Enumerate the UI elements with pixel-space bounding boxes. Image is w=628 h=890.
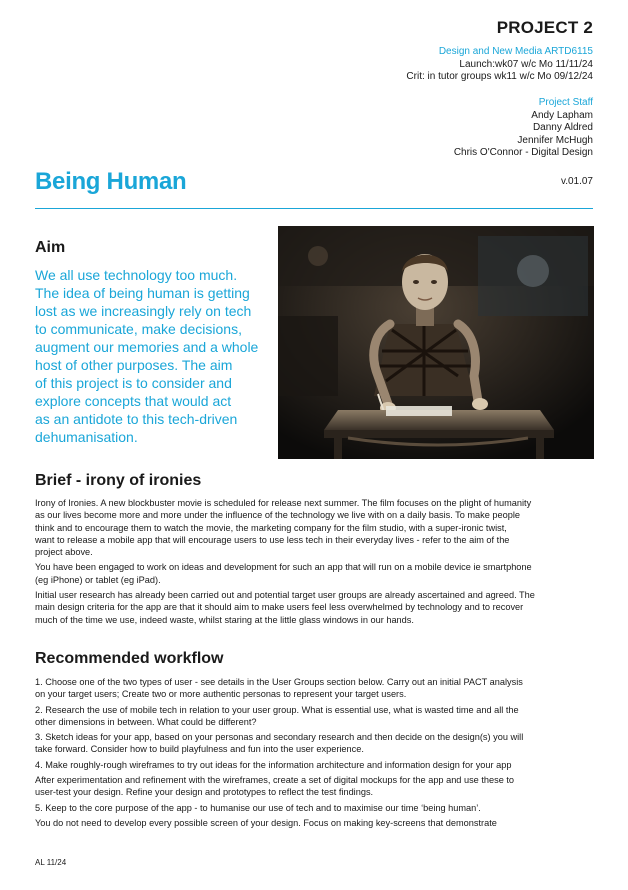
workflow-step <box>35 704 597 729</box>
aim-line: We all use technology too much. <box>35 267 238 283</box>
text-line: You do not need to develop every possible screen of your design. Focus on making key-screens that demonstrate <box>35 817 497 828</box>
workflow-step <box>35 676 597 701</box>
footer-code: AL 11/24 <box>35 858 67 867</box>
launch-date: Launch:wk07 w/c Mo 11/11/24 <box>459 58 593 70</box>
workflow-step <box>35 731 597 756</box>
text-line: project above. <box>35 547 93 558</box>
automaton-illustration <box>278 226 594 459</box>
text-line: take forward. Consider how to build playfulness and fun into the user experience. <box>35 744 364 755</box>
staff-member: Danny Aldred <box>532 122 593 133</box>
text-line: Irony of Ironies. A new blockbuster movie is scheduled for release next summer. The film focuses on the plight of humanity <box>35 498 532 508</box>
page-title: Being Human <box>35 168 187 195</box>
text-line: You have been engaged to work on ideas and development for such an app that will run on a mobile device ie smartphone <box>35 562 532 573</box>
aim-line: explore concepts that would act <box>35 393 232 409</box>
text-line: much of the time we use, indeed waste, whilst staring at the little glass windows in our hands. <box>35 614 414 625</box>
project-number: PROJECT 2 <box>496 18 593 37</box>
aim-heading: Aim <box>35 239 66 256</box>
aim-line: of this project is to consider and <box>35 375 232 391</box>
version-label: v.01.07 <box>560 176 593 187</box>
text-line: as our lives become more and more under the influence of the technology we live with on a daily basis. To make people <box>35 510 521 521</box>
title-divider <box>35 208 593 209</box>
aim-line: host of other purposes. The aim <box>35 357 233 373</box>
text-line: want to release a mobile app that will encourage users to use less tech in their everyday lives - refer to the aim of the <box>35 534 510 545</box>
aim-line: to communicate, make decisions, <box>35 321 242 337</box>
staff-member: Chris O'Connor - Digital Design <box>453 147 593 158</box>
workflow-section <box>35 676 597 829</box>
text-line: user-test your design. Refine your design and prototypes to reflect the test findings. <box>35 787 374 798</box>
text-line: After experimentation and refinement with the wireframes, create a set of digital mockups for the app and use these to <box>35 775 515 786</box>
aim-text <box>35 266 275 446</box>
staff-member: Andy Lapham <box>531 109 593 121</box>
workflow-step <box>35 774 597 799</box>
text-line: 5. Keep to the core purpose of the app - to humanise our use of tech and to maximise our time ‘being human’. <box>35 802 481 813</box>
course-name: Design and New Media ARTD6115 <box>438 46 593 57</box>
workflow-step <box>35 802 597 814</box>
text-line: think and to encourage them to watch the movie, the marketing company for the film studio, with a super-ironic twist, <box>35 522 507 533</box>
text-line: 4. Make roughly-rough wireframes to try out ideas for the information architecture and information design for your app <box>35 759 512 770</box>
text-line: on your target users; Create two or more authentic personas to represent your target users. <box>35 689 407 700</box>
brief-paragraph <box>35 589 597 626</box>
staff-member: Jennifer McHugh <box>517 134 593 146</box>
workflow-step <box>35 759 597 771</box>
brief-section <box>35 497 597 626</box>
text-line: 1. Choose one of the two types of user - see details in the User Groups section below. Carry out an initial PACT analysis <box>35 677 523 687</box>
workflow-heading: Recommended workflow <box>35 650 224 667</box>
aim-line: lost as we increasingly rely on tech <box>35 303 252 319</box>
text-line: (eg iPhone) or tablet (eg iPad). <box>35 574 161 585</box>
aim-line: augment our memories and a whole <box>35 339 259 355</box>
text-line: 3. Sketch ideas for your app, based on your personas and secondary research and then decide on the design(s) you will <box>35 732 524 743</box>
text-line: 2. Research the use of mobile tech in relation to your user group. What is essential use, what is wasted time and all the <box>35 704 519 715</box>
project-staff <box>454 97 593 160</box>
brief-paragraph <box>35 497 597 558</box>
text-line: other dimensions in between. What could be different? <box>35 716 257 727</box>
aim-line: as an antidote to this tech-driven <box>35 411 238 427</box>
aim-line: dehumanisation. <box>35 429 138 445</box>
text-line: main design criteria for the app are that it should aim to make users feel less overwhelmed by technology and to recover <box>35 602 524 613</box>
course-info <box>406 46 593 84</box>
brief-paragraph <box>35 561 597 586</box>
automaton-photo <box>278 226 594 459</box>
staff-label: Project Staff <box>538 97 593 108</box>
brief-heading: Brief - irony of ironies <box>35 472 202 489</box>
text-line: Initial user research has already been carried out and potential target user groups are already ascertained and agreed. The <box>35 590 535 601</box>
aim-line: The idea of being human is getting <box>35 285 250 301</box>
workflow-step <box>35 817 597 829</box>
crit-date: Crit: in tutor groups wk11 w/c Mo 09/12/24 <box>406 71 593 82</box>
